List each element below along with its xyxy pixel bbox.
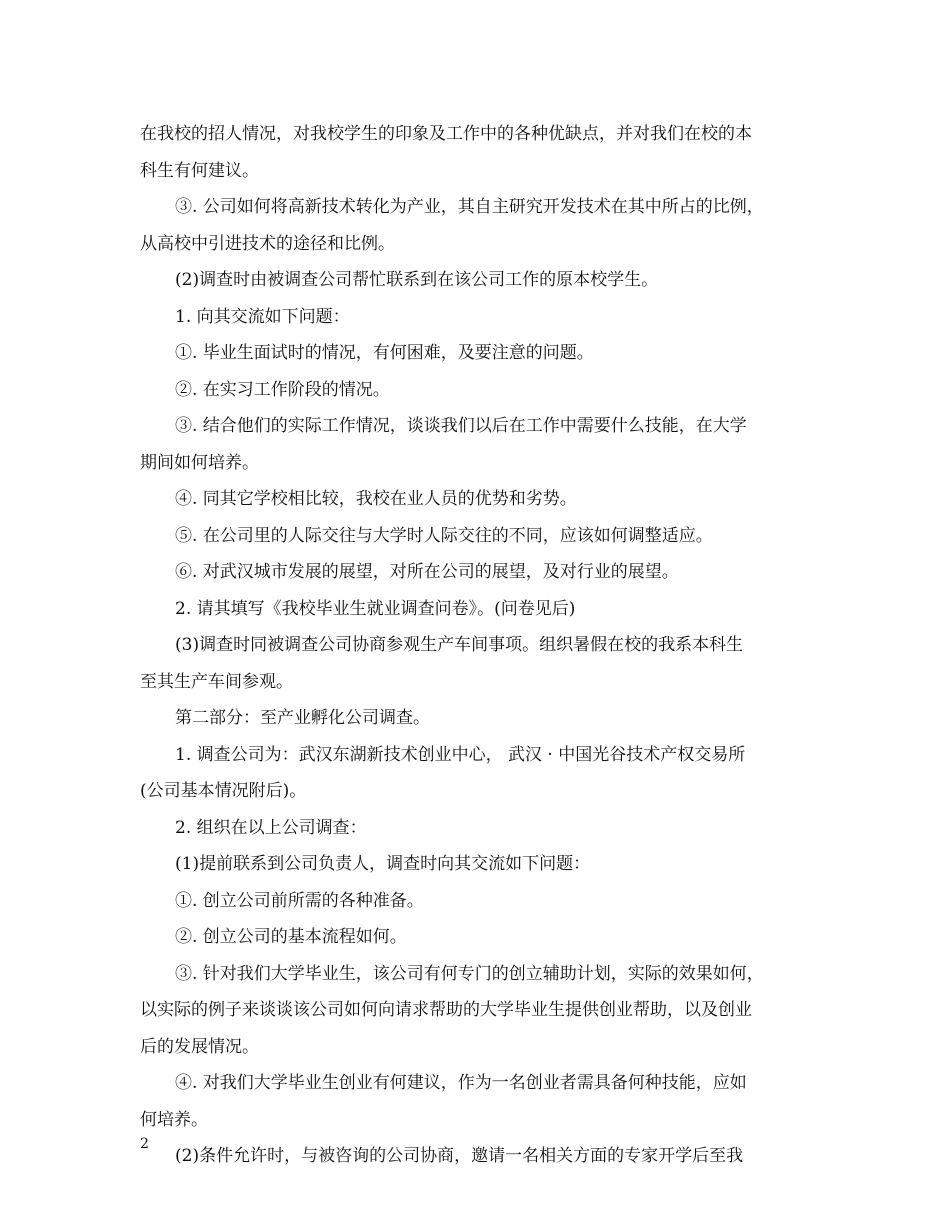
text-line: 2. 组织在以上公司调查： [175,817,367,838]
text-line: 1. 向其交流如下问题： [175,306,350,327]
text-line: ⑤. 在公司里的人际交往与大学时人际交往的不同，应该如何调整适应。 [175,525,713,546]
text-line: ⑥. 对武汉城市发展的展望，对所在公司的展望，及对行业的展望。 [175,562,679,582]
text-line: 后的发展情况。 [140,1036,259,1057]
text-line: ②. 创立公司的基本流程如何。 [175,927,407,947]
document-body [140,116,820,1175]
text-line: ④. 对我们大学毕业生创业有何建议，作为一名创业者需具备何种技能，应如 [175,1073,747,1093]
text-line: (2)调查时由被调查公司帮忙联系到在该公司工作的原本校学生。 [175,270,659,290]
text-line: ③. 结合他们的实际工作情况，谈谈我们以后在工作中需要什么技能，在大学 [175,416,747,436]
text-line: (公司基本情况附后)。 [140,781,307,801]
text-line: 至其生产车间参观。 [140,671,293,692]
text-line: 在我校的招人情况，对我校学生的印象及工作中的各种优缺点，并对我们在校的本 [140,124,752,144]
text-line: 以实际的例子来谈谈该公司如何向请求帮助的大学毕业生提供创业帮助，以及创业 [140,1000,752,1020]
text-line: 何培养。 [140,1109,208,1130]
text-line: ①. 毕业生面试时的情况，有何困难，及要注意的问题。 [175,343,594,363]
text-line: (2)条件允许时，与被咨询的公司协商，邀请一名相关方面的专家开学后至我 [175,1146,744,1166]
text-line: (3)调查时同被调查公司协商参观生产车间事项。组织暑假在校的我系本科生 [175,635,744,655]
text-line: ③. 公司如何将高新技术转化为产业，其自主研究开发技术在其中所占的比例， [175,197,764,217]
text-line: 科生有何建议。 [140,160,259,181]
page-number: 2 [140,1136,149,1152]
text-line: 第二部分：至产业孵化公司调查。 [175,708,430,728]
text-line: 从高校中引进技术的途径和比例。 [140,233,395,254]
text-line: 2. 请其填写《我校毕业生就业调查问卷》。(问卷见后) [175,598,576,619]
text-line: (1)提前联系到公司负责人，调查时向其交流如下问题： [175,854,591,874]
text-line: 1. 调查公司为：武汉东湖新技术创业中心， 武汉 · 中国光谷技术产权交易所 [175,744,746,765]
text-line: ①. 创立公司前所需的各种准备。 [175,890,424,911]
text-line: 期间如何培养。 [140,452,259,473]
text-line: ④. 同其它学校相比较，我校在业人员的优势和劣势。 [175,489,577,509]
text-line: ②. 在实习工作阶段的情况。 [175,379,390,400]
text-line: ③. 针对我们大学毕业生，该公司有何专门的创立辅助计划，实际的效果如何， [175,963,764,984]
